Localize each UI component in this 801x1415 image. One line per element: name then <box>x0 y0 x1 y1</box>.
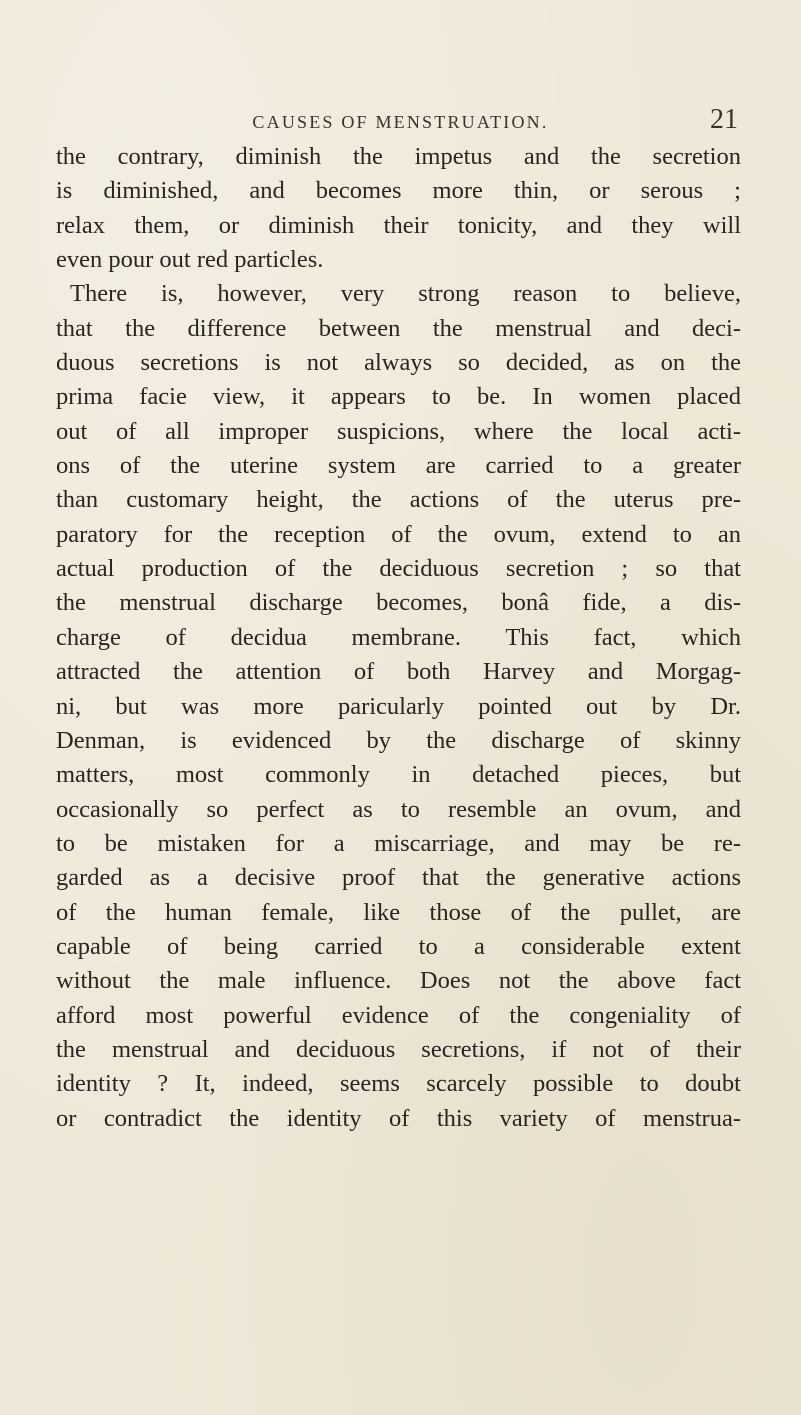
text-line: prima facie view, it appears to be. In women placed <box>56 383 741 411</box>
text-line: actual production of the deciduous secretion ; so that <box>56 555 741 583</box>
text-line: ni, but was more paricularly pointed out by Dr. <box>56 692 741 720</box>
text-line: occasionally so perfect as to resemble an ovum, and <box>56 795 741 823</box>
text-line: afford most powerful evidence of the congeniality of <box>56 1001 741 1029</box>
text-line: to be mistaken for a miscarriage, and may be re- <box>56 829 741 857</box>
text-line: charge of decidua membrane. This fact, which <box>56 623 741 651</box>
text-line: identity ? It, indeed, seems scarcely possible to doubt <box>56 1070 741 1098</box>
running-head <box>0 106 801 136</box>
text-line: that the difference between the menstrual and deci- <box>56 314 741 342</box>
text-line: the menstrual discharge becomes, bonâ fide, a dis- <box>56 589 741 617</box>
text-line: duous secretions is not always so decided, as on the <box>56 349 741 377</box>
text-line: out of all improper suspicions, where the local acti- <box>56 417 741 445</box>
text-line: than customary height, the actions of the uterus pre- <box>56 486 741 514</box>
text-line: capable of being carried to a considerable extent <box>56 932 741 960</box>
text-line: garded as a decisive proof that the generative actions <box>56 864 741 892</box>
text-line: or contradict the identity of this variety of menstrua- <box>56 1104 741 1132</box>
text-line: the menstrual and deciduous secretions, if not of their <box>56 1035 741 1063</box>
text-line: the contrary, diminish the impetus and the secretion <box>56 143 741 170</box>
text-line: is diminished, and becomes more thin, or serous ; <box>56 177 741 205</box>
text-line: without the male influence. Does not the above fact <box>56 967 741 995</box>
text-line: There is, however, very strong reason to believe, <box>70 280 741 308</box>
text-line: paratory for the reception of the ovum, extend to an <box>56 520 741 548</box>
body-text <box>56 140 741 1136</box>
text-line: relax them, or diminish their tonicity, and they will <box>56 211 741 239</box>
text-line: Denman, is evidenced by the discharge of skinny <box>56 726 741 754</box>
text-line: attracted the attention of both Harvey and Morgag- <box>56 658 741 686</box>
text-line: matters, most commonly in detached pieces, but <box>56 761 741 789</box>
text-line: ons of the uterine system are carried to a greater <box>56 452 741 480</box>
text-line: of the human female, like those of the pullet, are <box>56 898 741 926</box>
text-line: even pour out red particles. <box>56 246 324 274</box>
running-title: CAUSES OF MENSTRUATION. <box>252 112 549 132</box>
page-number: 21 <box>710 104 738 135</box>
